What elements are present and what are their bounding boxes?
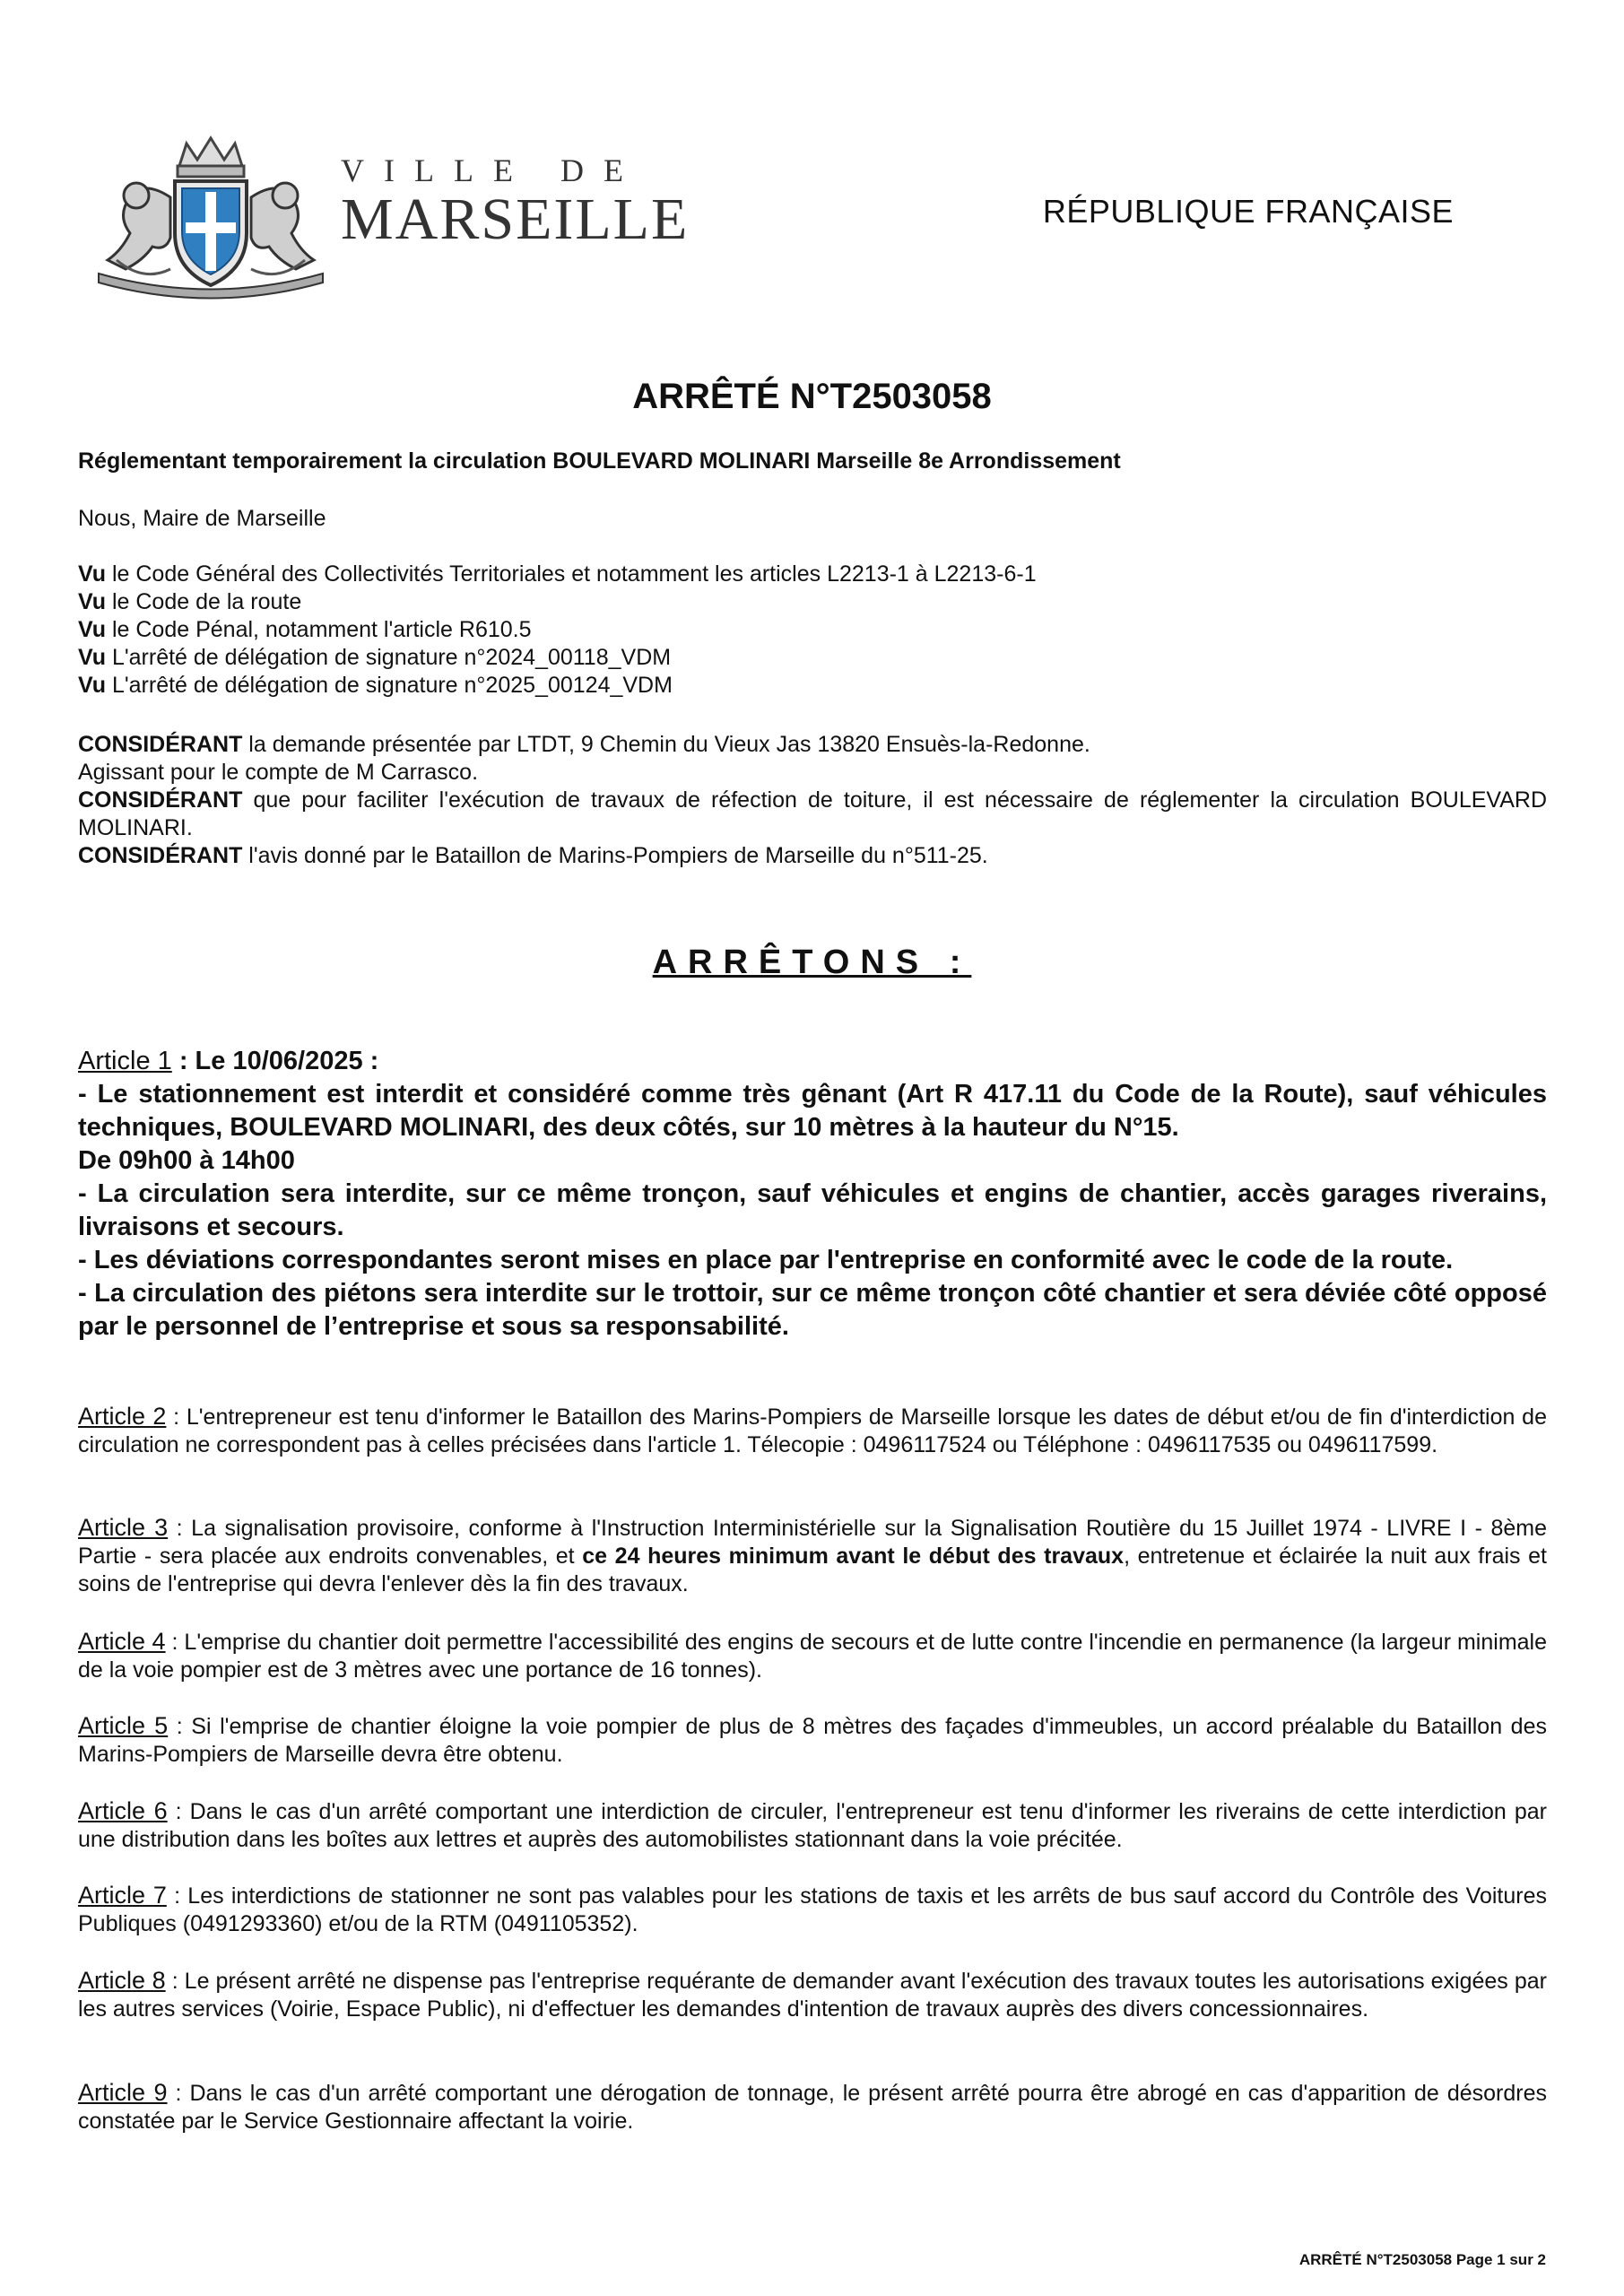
vu-item: Vu L'arrêté de délégation de signature n°2025_00124_VDM (78, 673, 673, 698)
considerants (78, 731, 1547, 870)
vu-item: Vu le Code Général des Collectivités Territoriales et notamment les articles L2213-1 à L2213-6-1 (78, 561, 1037, 587)
article-1-traffic: - La circulation sera interdite, sur ce même tronçon, sauf véhicules et engins de chantier, accès garages riverains, livraisons et secours. (78, 1179, 1547, 1241)
marseille-coat-of-arms-icon (81, 126, 341, 305)
considerant-3: CONSIDÉRANT l'avis donné par le Bataillon de Marins-Pompiers de Marseille du n°511-25. (78, 843, 988, 868)
logo-line-marseille: MARSEILLE (341, 187, 690, 252)
vu-item: Vu le Code de la route (78, 589, 302, 614)
considerant-1: CONSIDÉRANT la demande présentée par LTDT, 9 Chemin du Vieux Jas 13820 Ensuès-la-Redonne. (78, 732, 1090, 757)
arretons-heading: ARRÊTONS : (652, 944, 972, 981)
article-1 (78, 1045, 1547, 1344)
vu-item: Vu le Code Pénal, notamment l'article R610.5 (78, 617, 532, 642)
article-3: Article 3 : La signalisation provisoire, conforme à l'Instruction Interministérielle sur la Signalisation Routière du 15 Juillet 1974 - LIVRE I - 8ème Partie - sera placée aux endroits convenables, et ce 24 heures minimum avant le début des travaux, entretenue et éclairée la nuit aux frais et soins de l'entreprise qui devra l'enlever dès la fin des travaux. (78, 1514, 1547, 1596)
article-9: Article 9 : Dans le cas d'un arrêté comportant une dérogation de tonnage, le présent arrêté pourra être abrogé en cas d'apparition de désordres constatée par le Service Gestionnaire affectant la voirie. (78, 2079, 1547, 2134)
article-6: Article 6 : Dans le cas d'un arrêté comportant une interdiction de circuler, l'entrepreneur est tenu d'informer les riverains de cette interdiction par une distribution dans les boîtes aux lettres et auprès des automobilistes stationnant dans la voie précitée. (78, 1797, 1547, 1852)
logo-line-ville-de: VILLE DE (341, 152, 643, 188)
article-7: Article 7 : Les interdictions de stationner ne sont pas valables pour les stations de taxis et les arrêts de bus sauf accord du Contrôle des Voitures Publiques (0491293360) et/ou de la RTM (0491105352). (78, 1882, 1547, 1936)
republic-heading: RÉPUBLIQUE FRANÇAISE (1042, 193, 1454, 230)
article-1-pedestrians: - La circulation des piétons sera interdite sur le trottoir, sur ce même tronçon côté chantier et sera déviée côté opposé par le personnel de l’entreprise et sous sa responsabilité. (78, 1279, 1547, 1341)
article-1-deviations: - Les déviations correspondantes seront mises en place par l'entreprise en conformité avec le code de la route. (78, 1246, 1454, 1274)
article-2: Article 2 : L'entrepreneur est tenu d'informer le Bataillon des Marins-Pompiers de Marseille lorsque les dates de début et/ou de fin d'interdiction de circulation ne correspondent pas à celles précisées dans l'article 1. Télecopie : 0496117524 ou Téléphone : 0496117535 ou 0496117599. (78, 1403, 1547, 1457)
considerant-1-line2: Agissant pour le compte de M Carrasco. (78, 760, 479, 785)
decree-subtitle: Réglementant temporairement la circulation BOULEVARD MOLINARI Marseille 8e Arrondissement (78, 448, 1121, 474)
article-1-hours: De 09h00 à 14h00 (78, 1146, 295, 1175)
article-8: Article 8 : Le présent arrêté ne dispense pas l'entreprise requérante de demander avant l'exécution des travaux toutes les autorisations exigées par les autres services (Voirie, Espace Public), ni d'effectuer les demandes d'intention de travaux auprès des divers concessionnaires. (78, 1967, 1547, 2022)
article-5: Article 5 : Si l'emprise de chantier éloigne la voie pompier de plus de 8 mètres des façades d'immeubles, un accord préalable du Bataillon des Marins-Pompiers de Marseille devra être obtenu. (78, 1712, 1547, 1767)
decree-title: ARRÊTÉ N°T2503058 (632, 377, 992, 416)
article-1-parking: - Le stationnement est interdit et considéré comme très gênant (Art R 417.11 du Code de la Route), sauf véhicules techniques, BOULEVARD MOLINARI, des deux côtés, sur 10 mètres à la hauteur du N°15. (78, 1080, 1547, 1142)
vu-list (78, 561, 1547, 700)
city-logo (81, 126, 690, 305)
article-4: Article 4 : L'emprise du chantier doit permettre l'accessibilité des engins de secours et de lutte contre l'incendie en permanence (la largeur minimale de la voie pompier est de 3 mètres avec une portance de 16 tonnes). (78, 1628, 1548, 1683)
article-1-heading: Article 1 : Le 10/06/2025 : (78, 1047, 379, 1075)
page-footer: ARRÊTÉ N°T2503058 Page 1 sur 2 (1298, 2251, 1546, 2268)
vu-item: Vu L'arrêté de délégation de signature n°2024_00118_VDM (78, 645, 672, 670)
considerant-2: CONSIDÉRANT que pour faciliter l'exécution de travaux de réfection de toiture, il est nécessaire de réglementer la circulation BOULEVARD MOLINARI. (78, 787, 1547, 840)
logo-text (341, 152, 689, 251)
intro-text: Nous, Maire de Marseille (78, 506, 326, 531)
